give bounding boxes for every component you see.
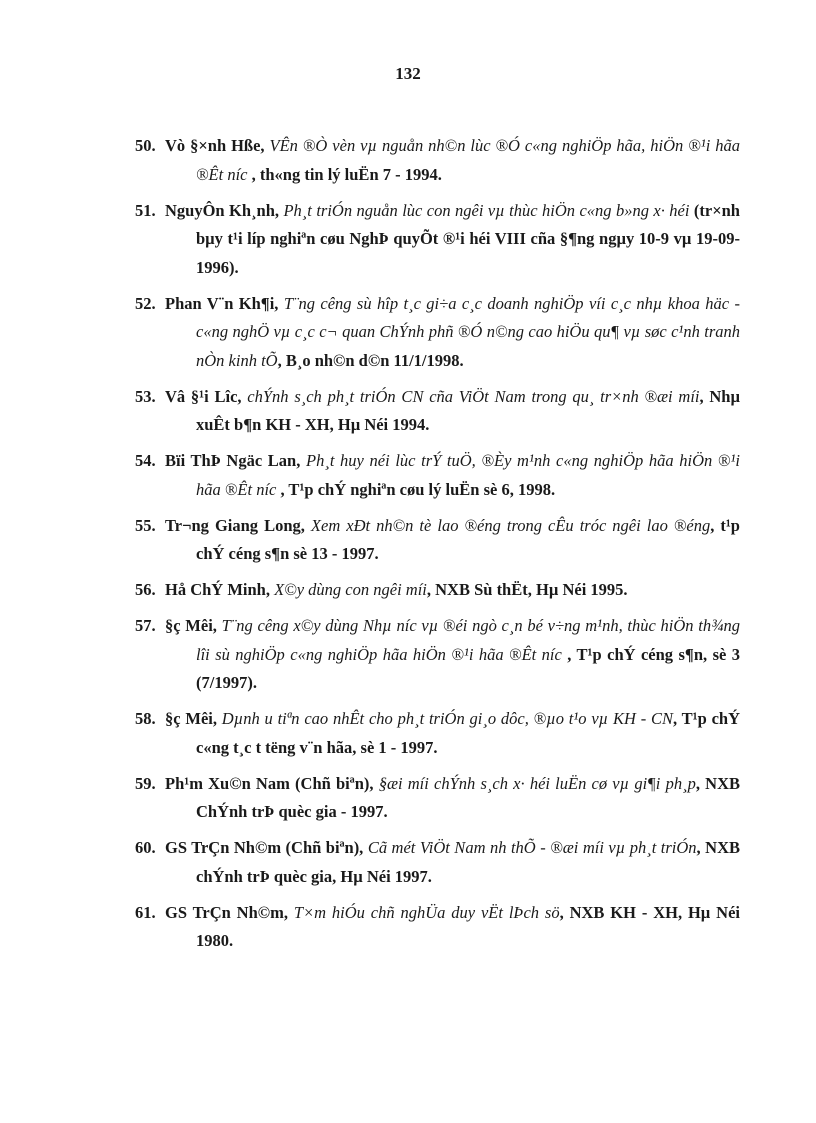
reference-author: Bïi ThÞ Ngäc Lan,: [165, 451, 306, 470]
reference-author: GS TrÇn Nh©m (Chñ biªn),: [165, 838, 368, 857]
reference-list: [135, 132, 740, 963]
reference-title: Ph¸t triÓn nguån lùc con ngêi vµ thùc hiÖn c«ng b»ng x· héi: [283, 200, 690, 220]
reference-author: Ph¹m Xu©n Nam (Chñ biªn),: [165, 773, 379, 793]
reference-title: VÊn ®Ò vèn vµ nguån nh©n lùc ®Ó c«ng nghiÖp hãa, hiÖn ®¹i hãa ®Êt níc: [196, 136, 740, 184]
reference-title: Xem xÐt nh©n tè lao ®éng trong cÊu tróc ngêi lao ®éng: [310, 515, 711, 535]
reference-title: §æi míi chÝnh s¸ch x· héi luËn cø vµ gi¶i ph¸p: [378, 773, 696, 793]
reference-number: 56.: [135, 580, 156, 599]
reference-item: [135, 290, 740, 376]
reference-title: Dµnh u tiªn cao nhÊt cho ph¸t triÓn gi¸o dôc, ®µo t¹o vµ KH - CN: [221, 709, 674, 728]
reference-source: , t¹p chÝ céng s¶n sè 13 - 1997.: [196, 515, 740, 563]
reference-source: , th«ng tin lý luËn 7 - 1994.: [247, 164, 442, 184]
reference-author: §ç Mêi,: [165, 616, 222, 635]
reference-source: , T¹p chÝ céng s¶n, sè 3 (7/1997).: [196, 644, 741, 692]
reference-author: GS TrÇn Nh©m,: [165, 902, 294, 922]
reference-number: 59.: [135, 773, 156, 793]
reference-author: Hå ChÝ Minh,: [165, 580, 275, 599]
reference-title: T¨ng cêng x©y dùng Nhµ níc vµ ®éi ngò c¸n bé v÷ng m¹nh, thùc hiÖn th¾ng lîi sù nghiÖp c«ng nghiÖp hãa hiÖn ®¹i hãa ®Êt níc: [196, 616, 740, 664]
reference-source: , T¹p chÝ c«ng t¸c t tëng v¨n hãa, sè 1 - 1997.: [196, 709, 740, 757]
reference-title: T×m hiÓu chñ nghÜa duy vËt lÞch sö: [293, 902, 560, 922]
reference-source: , NXB KH - XH, Hµ Néi 1980.: [196, 902, 740, 950]
reference-item: [135, 705, 740, 762]
reference-title: Cã mét ViÖt Nam nh thÕ - ®æi míi vµ ph¸t triÓn: [367, 838, 697, 857]
reference-item: [135, 512, 740, 569]
reference-item: [135, 197, 740, 283]
reference-title: Ph¸t huy néi lùc trÝ tuÖ, ®Èy m¹nh c«ng nghiÖp hãa hiÖn ®¹i hãa ®Êt níc: [196, 451, 740, 499]
reference-source: (tr×nh bµy t¹i líp nghiªn cøu NghÞ quyÕt ®¹i héi VIII cña §¶ng ngµy 10-9 vµ 19-09-1996).: [196, 200, 740, 277]
reference-number: 54.: [135, 451, 156, 470]
reference-number: 60.: [135, 838, 156, 857]
reference-source: , NXB ChÝnh trÞ quèc gia - 1997.: [196, 773, 740, 821]
reference-item: [135, 899, 740, 956]
reference-number: 50.: [135, 136, 156, 155]
reference-author: Vò §×nh Hße,: [165, 136, 270, 155]
reference-item: [135, 770, 740, 827]
reference-number: 57.: [135, 616, 156, 635]
reference-item: [135, 447, 740, 504]
reference-title: T¨ng cêng sù hîp t¸c gi÷a c¸c doanh nghiÖp víi c¸c nhµ khoa häc - c«ng nghÖ vµ c¸c c¬ quan ChÝnh phñ ®Ó n©ng cao hiÖu qu¶ vµ søc c¹nh tranh nÒn kinh tÕ: [196, 293, 740, 370]
reference-author: §ç Mêi,: [165, 709, 222, 728]
reference-number: 52.: [135, 293, 156, 313]
reference-item: [135, 383, 740, 440]
reference-title: X©y dùng con ngêi míi: [274, 580, 427, 599]
reference-source: , NXB chÝnh trÞ quèc gia, Hµ Néi 1997.: [196, 838, 741, 886]
reference-item: [135, 576, 740, 605]
reference-number: 51.: [135, 200, 156, 220]
reference-item: [135, 132, 740, 189]
reference-number: 58.: [135, 709, 156, 728]
reference-author: Phan V¨n Kh¶i,: [165, 293, 284, 313]
reference-author: Vâ §¹i Lîc,: [165, 386, 248, 406]
reference-item: [135, 834, 740, 891]
reference-number: 55.: [135, 515, 156, 535]
reference-source: , B¸o nh©n d©n 11/1/1998.: [277, 350, 464, 370]
reference-source: , T¹p chÝ nghiªn cøu lý luËn sè 6, 1998.: [276, 479, 556, 499]
reference-author: Tr¬ng Giang Long,: [165, 515, 311, 535]
reference-number: 61.: [135, 902, 156, 922]
reference-author: NguyÔn Kh¸nh,: [165, 200, 284, 220]
reference-source: , Nhµ xuÊt b¶n KH - XH, Hµ Néi 1994.: [196, 386, 740, 434]
reference-number: 53.: [135, 386, 156, 406]
reference-source: , NXB Sù thËt, Hµ Néi 1995.: [426, 580, 628, 599]
reference-title: chÝnh s¸ch ph¸t triÓn CN cña ViÖt Nam trong qu¸ tr×nh ®æi míi: [247, 386, 700, 406]
page-number: 132: [395, 64, 421, 83]
reference-item: [135, 612, 740, 698]
